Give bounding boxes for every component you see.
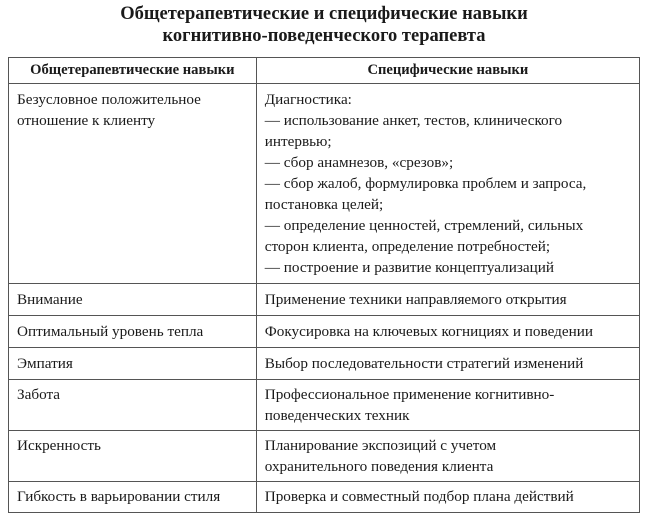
cell-text-line: Внимание — [17, 291, 83, 308]
table-header-row — [9, 58, 640, 84]
cell-text-line: Фокусировка на ключевых когнициях и поведении — [264, 323, 593, 340]
header-general-skills: Общетерапевтические навыки — [9, 58, 257, 84]
table-row — [9, 284, 640, 316]
specific-skill-cell — [256, 316, 639, 348]
cell-text-line: — использование анкет, тестов, клинического — [264, 112, 563, 129]
cell-text-line: — построение и развитие концептуализаций — [264, 259, 555, 276]
specific-skill-cell — [256, 431, 639, 482]
title-line-1: Общетерапевтические и специфические навыки — [120, 4, 528, 24]
general-skill-cell — [9, 84, 257, 284]
specific-skill-cell — [256, 84, 639, 284]
cell-text-line: — определение ценностей, стремлений, сильных — [264, 217, 584, 234]
general-skill-cell — [9, 284, 257, 316]
specific-skill-cell — [256, 380, 639, 431]
table-row — [9, 431, 640, 482]
cell-text-line: Проверка и совместный подбор плана действий — [264, 488, 574, 505]
cell-text-line: постановка целей; — [264, 196, 384, 213]
cell-text-line: Безусловное положительное — [17, 91, 201, 108]
general-skill-cell — [9, 380, 257, 431]
general-skill-cell — [9, 431, 257, 482]
table-row — [9, 316, 640, 348]
cell-text-line: Планирование экспозиций с учетом — [264, 437, 497, 454]
general-skill-cell — [9, 482, 257, 513]
cell-text-line: интервью; — [264, 133, 332, 150]
specific-skill-cell — [256, 284, 639, 316]
cell-text-line: Применение техники направляемого открытия — [264, 291, 567, 308]
specific-skill-cell — [256, 348, 639, 380]
cell-text-line: Оптимальный уровень тепла — [17, 323, 204, 340]
cell-text-line: Искренность — [17, 437, 101, 454]
cell-text-line: сторон клиента, определение потребностей; — [264, 238, 551, 255]
cell-text-line: Профессиональное применение когнитивно- — [264, 386, 555, 403]
table-row — [9, 84, 640, 284]
header-specific-skills: Специфические навыки — [256, 58, 639, 84]
general-skill-cell — [9, 316, 257, 348]
table-row — [9, 348, 640, 380]
table-row — [9, 380, 640, 431]
specific-skill-cell — [256, 482, 639, 513]
cell-text-line: поведенческих техник — [264, 407, 410, 424]
general-skill-cell — [9, 348, 257, 380]
cell-text-line: Забота — [17, 386, 61, 403]
cell-text-line: Диагностика: — [264, 91, 352, 108]
document-title — [0, 0, 648, 47]
table-row — [9, 482, 640, 513]
cell-text-line: — сбор анамнезов, «срезов»; — [264, 154, 454, 171]
cell-text-line: охранительного поведения клиента — [264, 458, 494, 475]
skills-table — [8, 57, 640, 513]
cell-text-line: — сбор жалоб, формулировка проблем и запроса, — [264, 175, 587, 192]
cell-text-line: Эмпатия — [17, 355, 73, 372]
title-line-2: когнитивно-поведенческого терапевта — [162, 26, 486, 46]
cell-text-line: Выбор последовательности стратегий изменений — [264, 355, 584, 372]
cell-text-line: отношение к клиенту — [17, 112, 156, 129]
cell-text-line: Гибкость в варьировании стиля — [17, 488, 221, 505]
